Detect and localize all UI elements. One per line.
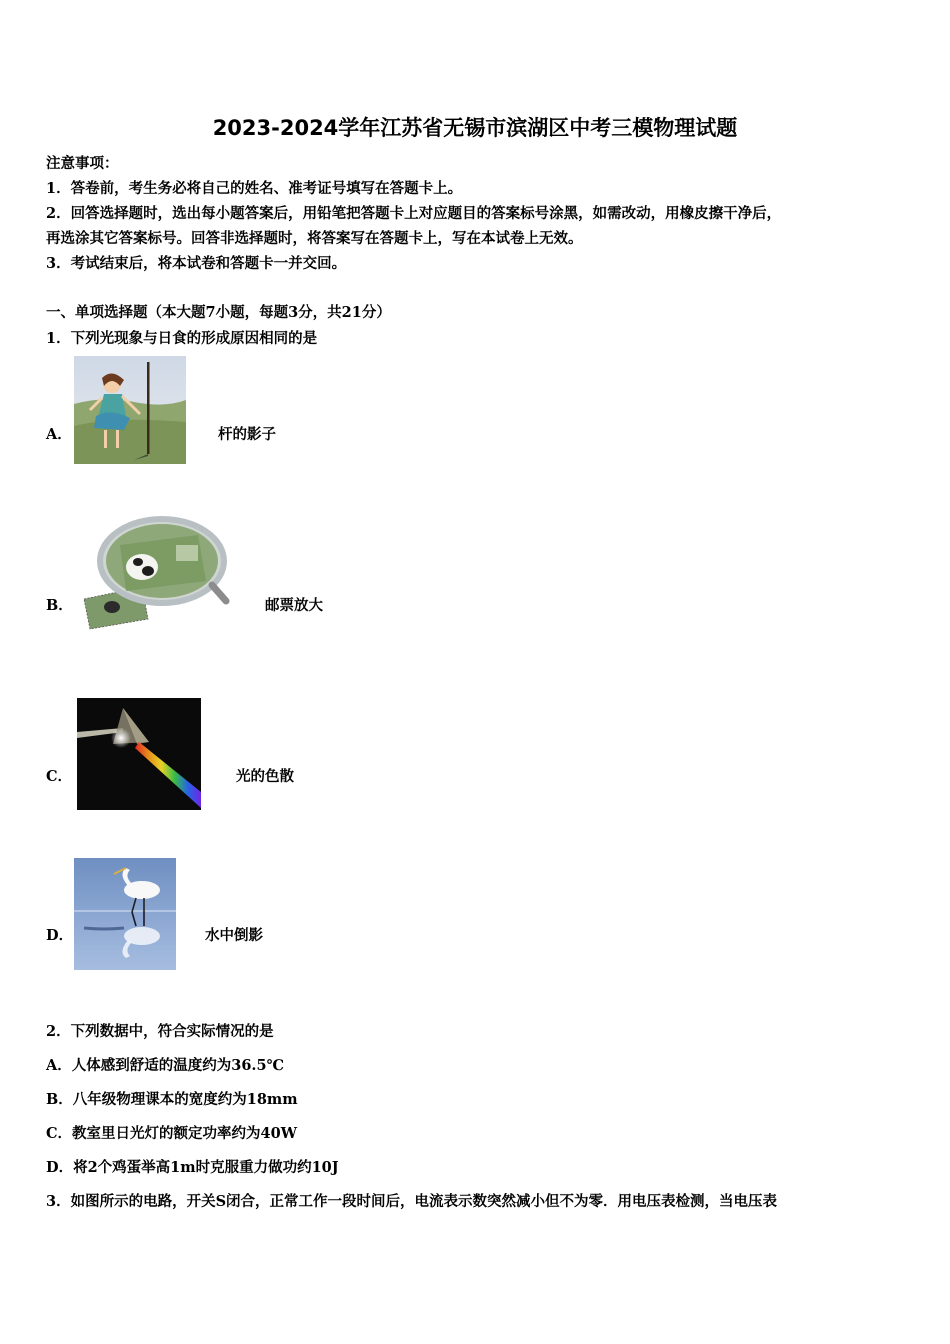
q1-option-c-caption: 光的色散 [236, 768, 294, 785]
girl-pole-shadow-image [74, 356, 186, 464]
notice-item-2-cont: 再选涂其它答案标号。回答非选择题时，将答案写在答题卡上，写在本试卷上无效。 [46, 230, 583, 247]
q1-option-a-caption: 杆的影子 [218, 426, 276, 443]
q2-option-a: A．人体感到舒适的温度约为36.5℃ [46, 1057, 284, 1074]
notice-heading: 注意事项： [46, 155, 119, 172]
notice-item-2: 2．回答选择题时，选出每小题答案后，用铅笔把答题卡上对应题目的答案标号涂黑，如需改动，用橡皮擦干净后， [46, 205, 782, 222]
question-2-stem: 2．下列数据中，符合实际情况的是 [46, 1023, 274, 1040]
q1-option-b-caption: 邮票放大 [265, 597, 323, 614]
page-title: 2023-2024学年江苏省无锡市滨湖区中考三模物理试题 [212, 116, 738, 140]
notice-item-3: 3．考试结束后，将本试卷和答题卡一并交回。 [46, 255, 347, 272]
q1-option-d-letter: D． [46, 927, 74, 944]
q1-option-b-letter: B． [46, 597, 73, 614]
question-3-stem: 3．如图所示的电路，开关S闭合，正常工作一段时间后，电流表示数突然减小但不为零．用电压表检测，当电压表 [46, 1193, 778, 1210]
q1-option-d-caption: 水中倒影 [205, 927, 263, 944]
q2-option-c: C．教室里日光灯的额定功率约为40W [46, 1125, 298, 1142]
q1-option-a-letter: A． [46, 426, 72, 443]
question-1-stem: 1．下列光现象与日食的形成原因相同的是 [46, 330, 318, 347]
magnifier-stamp-image [80, 515, 230, 633]
q2-option-b: B．八年级物理课本的宽度约为18mm [46, 1091, 298, 1108]
heron-reflection-image [74, 858, 176, 970]
notice-item-1: 1．答卷前，考生务必将自己的姓名、准考证号填写在答题卡上。 [46, 180, 463, 197]
q1-option-c-letter: C． [46, 768, 73, 785]
q2-option-d: D．将2个鸡蛋举高1m时克服重力做功约10J [46, 1159, 339, 1176]
prism-dispersion-image [77, 698, 201, 810]
section-heading: 一、单项选择题（本大题7小题，每题3分，共21分） [46, 304, 391, 321]
